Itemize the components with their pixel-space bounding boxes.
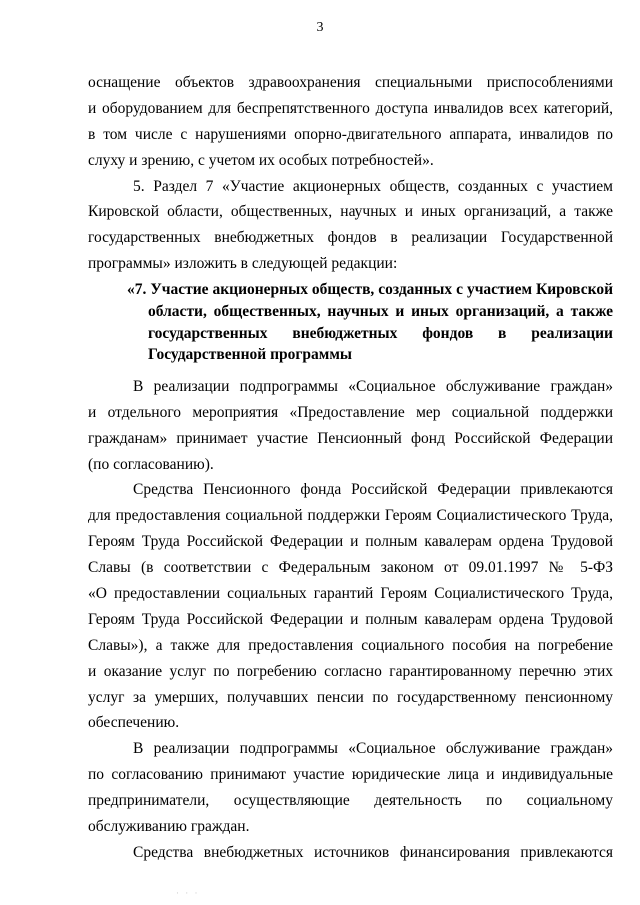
text-line: Средства внебюджетных источников финансирования привлекаются: [133, 843, 613, 861]
text-line: области, общественных, научных и иных организаций, а также: [148, 302, 613, 320]
paragraph: [88, 374, 613, 478]
text-line: государственных внебюджетных фондов в реализации Государственной: [88, 229, 613, 247]
text-line: «7. Участие акционерных обществ, созданных с участием Кировской: [127, 281, 613, 299]
text-line: в том числе с нарушениями опорно-двигательного аппарата, инвалидов по: [88, 125, 613, 143]
text-line: В реализации подпрограммы «Социальное обслуживание граждан»: [133, 740, 613, 758]
text-line: Славы»), а также для предоставления социального пособия на погребение: [88, 636, 613, 654]
text-line: для предоставления социальной поддержки Героям Социалистического Труда,: [88, 507, 613, 525]
text-line: и отдельного мероприятия «Предоставление мер социальной поддержки: [88, 403, 613, 421]
text-line: оснащение объектов здравоохранения специальными приспособлениями: [88, 74, 613, 91]
paragraph: [88, 477, 613, 736]
text-line: услуг за умерших, получавших пенсии по государственному пенсионному: [88, 688, 613, 706]
paragraph: [88, 736, 613, 840]
text-line: и оказание услуг по погребению согласно гарантированному перечню этих: [88, 662, 613, 680]
text-line: Героям Труда Российской Федерации и полным кавалерам ордена Трудовой: [88, 610, 613, 628]
text-line: (по согласованию).: [88, 455, 214, 473]
paragraph: [88, 70, 613, 174]
text-line: В реализации подпрограммы «Социальное обслуживание граждан»: [133, 377, 613, 395]
text-line: государственных внебюджетных фондов в реализации: [148, 324, 613, 342]
paragraph: [88, 174, 613, 278]
text-line: предприниматели, осуществляющие деятельность по социальному: [88, 792, 613, 810]
text-line: программы» изложить в следующей редакции:: [88, 255, 398, 273]
paragraph: [88, 840, 613, 866]
text-line: обслуживанию граждан.: [88, 818, 250, 836]
text-line: Средства Пенсионного фонда Российской Федерации привлекаются: [133, 481, 613, 499]
scan-artifact: · · ·: [176, 888, 200, 898]
text-line: гражданам» принимает участие Пенсионный фонд Российской Федерации: [88, 429, 613, 447]
text-line: обеспечению.: [88, 714, 180, 732]
text-line: 5. Раздел 7 «Участие акционерных обществ, созданных с участием: [133, 177, 613, 195]
page-number: 3: [316, 20, 324, 35]
text-line: Славы (в соответствии с Федеральным законом от 09.01.1997 № 5-ФЗ: [88, 559, 613, 577]
section-heading: [88, 279, 613, 366]
text-line: по согласованию принимают участие юридические лица и индивидуальные: [88, 766, 613, 784]
text-line: Героям Труда Российской Федерации и полным кавалерам ордена Трудовой: [88, 533, 613, 551]
text-line: слуху и зрению, с учетом их особых потребностей».: [88, 151, 434, 169]
document-body: [88, 70, 613, 866]
text-line: Государственной программы: [148, 346, 352, 364]
text-line: и оборудованием для беспрепятственного доступа инвалидов всех категорий,: [88, 99, 613, 117]
text-line: Кировской области, общественных, научных и иных организаций, а также: [88, 203, 613, 221]
text-line: «О предоставлении социальных гарантий Героям Социалистического Труда,: [88, 585, 613, 602]
